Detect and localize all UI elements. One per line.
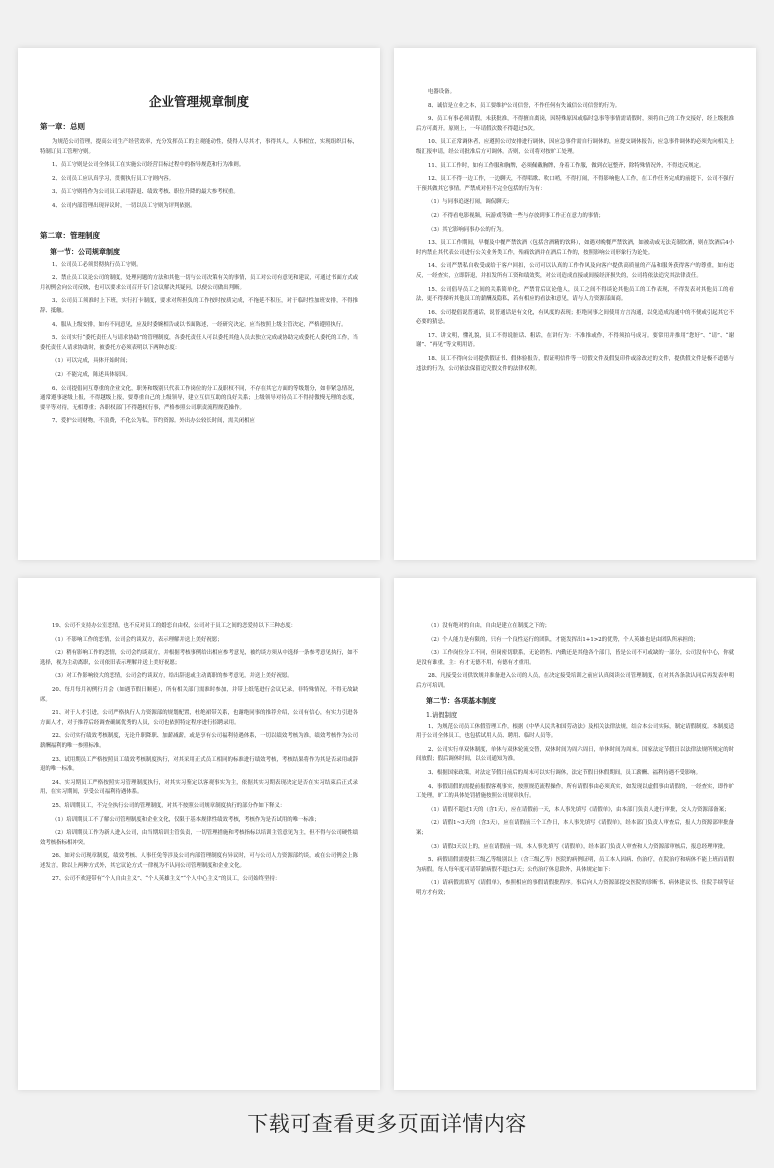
paragraph: 11、员工工作时，如有工作服和胸牌，必须佩戴胸牌，身着工作服，做到衣冠整齐，除特殊情况外，不得违反规定。 [428, 162, 705, 169]
chapter-1-heading: 第一章：总则 [40, 122, 85, 131]
section-1-body [40, 261, 358, 427]
paragraph: （2）个人能力是有限的，只有一个良性运行的团队，才能发挥出1+1>2的优势，个人英雄也是由团队所承担的； [428, 636, 699, 643]
paragraph: 19、公司不支持办公室恋情，也不反对员工的婚恋自由权，公司对于员工之间的恋爱持以下三种态度： [52, 623, 297, 629]
chapter-1-body [40, 138, 358, 212]
chapter-2-heading: 第二章：管理制度 [40, 230, 100, 240]
paragraph: 1、员工守则是公司全体员工在实施公司经营目标过程中的指导规范和行为准则。 [52, 162, 245, 169]
paragraph: 20、每月每月初例行月会（如遇节假日顺延），所有相关部门需准时参加，并带上纸笔进行会议记录，非特殊情况，不得无故缺席。 [40, 686, 358, 703]
paragraph: （2）培训期员工作为新人进入公司，由当期培训主管负责，一切管理措施和考核指标以培训主管意见为主，但不得与公司硬性绩效考核指标相冲突。 [40, 830, 358, 846]
paragraph: 18、员工不得向公司提供假证书、假体验报告，假证明信件等一切假文件及假复印件或涂改过的文件，提供假文件是极不道德与违法的行为，公司依法保留追究假文件的法律权利。 [416, 356, 734, 372]
paragraph: （1）请病假需填写《请假单》，参照相应的事假请假批程序。事后向人力资源部提交医院的诊断书、病休建议书、住院手续等证明方才有效； [416, 880, 734, 896]
paragraph: （1）可以完成，具体开始时间； [52, 358, 131, 365]
paragraph: 2、禁止员工议论公司的制度，处理问题的方法和其他一切与公司决策有关的事情，员工对公司有意见和建议，可通过书面方式或月初例会向公司反映，也可以要求公司召开专门会议解决其疑问，以便公司做出判断。 [40, 275, 358, 291]
paragraph: （1）不影响工作的恋情，公司会约谈双方，表示理解并送上美好祝愿； [52, 636, 223, 643]
paragraph: （2）稍有影响工作的恋情，公司会约谈双方，并根据考核事例给出相应参考意见，被约谈方须从中选择一条参考意见执行，如不选择，视为主动离职，公司依旧表示理解并送上美好祝愿； [40, 650, 358, 666]
paragraph: （2）请假1~3天的（含3天），应在请假前三个工作日，本人事先填写《请假单》，经本部门负责人审查后，报人力资源部审批备案； [416, 820, 734, 836]
paragraph: 电器设备。 [428, 89, 455, 95]
paragraph: 17、讲文明，懂礼貌，员工不得说脏话、粗话，在讲行为：不准推或作，不得须拍马成习。要常用并推用“您好”、“请”、“谢谢”、“再见”等文明用语。 [416, 332, 734, 349]
paragraph: （1）请假不超过1天的（含1天），应在请假前一天，本人事先填写《请假单》，由本部门负责人进行审批，交人力资源部备案； [428, 806, 730, 813]
paragraph: 为规范公司管理，提高公司生产经营效率，充分发挥员工的主观能动性，使得人尽其才，事得其人，人事相宜，实现组织目标，特制订员工管理守则。 [40, 139, 358, 155]
paragraph: 1、公司员工必须贯彻执行员工守则。 [52, 261, 142, 268]
paragraph: 3、公司员工须准时上下班，实行打卡制度，要求对所担负的工作按时按质完成，不拖延不积压，对于临时性加班安排，不得推辞、抵触。 [40, 298, 358, 314]
paragraph: 3、员工守则将作为公司员工录用辞退、绩效考核、职位升降的最大参考权重。 [52, 189, 239, 196]
paragraph: 15、公司倡导员工之间的关系简单化，严禁背后议论他人，员工之间不得谈论其他员工的工作表现，不得发表对其他员工的看法，更不得探听其他员工的薪酬及隐私，若有相应的看法和意见，请与人力资源部面商。 [416, 286, 734, 303]
paragraph: 26、如对公司现章制度，绩效考核、人事任免等涉及公司内部管理制度有异议时，可与公司人力资源部约谈，或在公司例会上陈述发言，除以上两种方式外，其它议论方式一律视为不认同公司管理制度和企业文化。 [40, 853, 358, 869]
paragraph: 24、实习期员工严格按照实习管理制度执行，对其实习鉴定以客观事实为主，依据其实习期表现决定是否在实习结束后正式录用，在实习期间，享受公司福利待遇体系。 [40, 779, 358, 796]
paragraph: 6、公司提倡同互尊重的企业文化，职务和级别只代表工作岗位的分工及职权不同，不存在其它方面的等级划分，如非紧急情况，通常遵事逐级上报，不得越级上报，要尊重自己的上级领导，建立互信互助的良好关系；上级领导对待员工不得持傲慢无理的态度，要平等对待，无相尊重；各职权部门不得越权行事，严格参照公司职责流程规范操作。 [40, 385, 358, 411]
paragraph: 3、根据国家政策，对法定节假日前后的周末可以实行调休，法定节假日休假期间，员工薪酬、福利待遇不受影响。 [428, 769, 701, 776]
paragraph: 27、公司不欢迎带有“个人自由主义”、“个人英雄主义”“个人中心主义”的员工，公司始终坚持： [52, 876, 281, 883]
paragraph: （1）与同事追逐打闹，调侃聊天； [428, 199, 513, 206]
download-more-caption: 下载可查看更多页面详情内容 [247, 1112, 527, 1136]
spacer [40, 216, 358, 230]
paragraph: 22、公司实行绩效考核制度，无论升职降职、加薪减薪，或是享有公司福利待遇体系，一切以绩效考核为准，绩效考核作为公司薪酬福利的唯一参照标准。 [40, 733, 358, 749]
section-2-heading: 第二节：各项基本制度 [426, 695, 496, 705]
paragraph: 14、公司严禁私自收受或给于客户回扣，公司可以认真的工作作风及向客户提供高质量的产品和服务获得客户的尊重，如有违反，一经查实，立即辞退，并扣发所有工资和绩效奖，对公司造成直接或间接经济损失的，公司将依法追究其法律责任。 [416, 263, 734, 279]
paragraph: 1、为规范公司员工休假管理工作，根据《中华人民共和国劳动法》及相关法律法规，结合本公司实际，制定请假制度。本制度适用于公司全体员工，也包括试用人员、聘用、临时人员等。 [416, 723, 734, 740]
paragraph: 25、培训期员工，不完全执行公司的管理制度，对其不按照公司规章制度执行的部分作如下释义： [52, 802, 286, 809]
paragraph: 12、员工不得一边工作，一边聊天，不得唱歌、吹口哨，不得打闹，不得影响他人工作，在工作任务完成的前提下，公司不强行干预其做其它事情。严禁成对但不完全包括的行为有： [416, 176, 734, 192]
paragraph: 4、事假请假的需提前报假客观事实，按照规范流程操作，所有请假事由必须真实，如发现以虚假事由请假的，一经查实，即作旷工处理，旷工的具体处罚措施按照公司规章执行。 [416, 783, 734, 800]
paragraph: 10、员工正常调休者，应遵照公司安排进行调休，因应急事件需自行调休的，应提交调休报告，应急事件调休的必须先向相关上级汇报申请，经公司批准后方可调休。否则，公司将对按旷工处理。 [416, 139, 734, 155]
paragraph: 4、服从上级安排，如有不同意见，应及时委婉相告或以书面陈述，一经研究决定，应当按照上级主管决定，严格遵照执行。 [52, 321, 347, 328]
paragraph: 23、试用期员工严格按照员工绩效考核制度执行，对其采用正式员工相同的标准进行绩效考核，考核结果将作为其是否录用或辞退的唯一标准。 [40, 756, 358, 773]
paragraph: （3）工作岗位分工不同，但岗密切联系，无论销售、内勤还是其他各个部门，皆是公司不可或缺的一部分，公司没有中心，你就是没有谁重，主：有才无德不用，有德有才重用。 [416, 650, 734, 666]
paragraph: （1）培训期员工不了解公司管理制度和企业文化，仅限于基本规律性绩效考核，考核作为是否试用的唯一标准； [52, 816, 320, 823]
paragraph: 8、诚信是立业之本，员工要维护公司信誉，不作任何有失诚信公司信誉的行为。 [428, 102, 621, 109]
document-page-4 [394, 578, 756, 1090]
paragraph: 5、病假请假需提供三级乙等级别以上（含三级乙等）医院的病例证明，员工本人因病、伤治疗，在院治疗和病休不能上班而请假为病假。每人每年度可请带薪病假不超过3天；公伤治疗休息除外，具体规定如下： [416, 857, 734, 873]
paragraph: 28、凡接受公司供饮规并准备进入公司的人员，在决定接受培训之前应认真阅读公司管理制度，在对其各条款认同后再发表申明后方可培训。 [416, 673, 734, 689]
paragraph: 21、对于人才引进，公司严格执行人力资源部的规划配置，杜绝裙带关系，也谢绝同事的推荐介绍，公司有信心，有实力引进各方面人才，对于推荐后经调查确属优秀的人员，公司也依照特定程序进行招聘录用。 [40, 710, 358, 726]
paragraph: 9、员工有事必须请假，未获批准，不得擅自离岗，因特殊原因或临时急事等事情需请假时，须将自己的工作交接好，经上级批准后方可离开。原则上，一年请假次数不得超过5次。 [416, 116, 734, 132]
paragraph: （2）不能完成，陈述具体原因。 [52, 371, 131, 378]
paragraph: （3）请假3天以上的，应在请假前一周，本人事先填写《请假单》，经本部门负责人审查和人力资源部审核后，报总经理审批。 [428, 843, 729, 850]
paragraph: （2）不得看电影视频，玩游戏等做一些与存放到事工作正在意力的事情； [428, 212, 604, 219]
document-page-2 [394, 48, 756, 560]
paragraph: 16、公司提倡说普通话，说普通话是有文化，有风度的表现；拒绝同事之间使用方言沟通，以免造成沟通中的不便或引起其它不必要的猜忌。 [416, 309, 734, 326]
paragraph: 4、公司内部管理出现异议时，一切以员工守则为评判依据。 [52, 202, 196, 209]
document-title: 企业管理规章制度 [148, 94, 249, 109]
paragraph: （3）其它影响同事办公的行为。 [428, 226, 507, 233]
paragraph: （1）没有绝对的自由，自由是建立在制度之下的； [428, 623, 551, 629]
paragraph: 7、爱护公司财物，不浪费，不化公为私，节约资源。外出办公较长时间，需关闭相应 [52, 418, 255, 425]
paragraph: 13、员工工作期间，早餐及中餐严禁饮酒（包括含酒精的饮料），如遇对晚餐严禁饮酒，如被动或无法克制饮酒，则在饮酒后4小时内禁止其代表公司进行公关业务类工作，殆痛饮酒并在酒后工作的，按照影响公司形象行为论处。 [416, 240, 734, 256]
paragraph: 2、公司实行单双休制度，单休与双休轮流交替，双休时间为周六周日，单休时间为周末。国家法定节假日以法律法规所规定的时间放假；假后调休时间，以公司通知为准。 [416, 746, 734, 763]
paragraph: （3）对工作影响较大的恋情，公司会约谈双方，给出辞退或主动离职的参考意见，并送上美好祝愿。 [52, 673, 293, 680]
document-page-1 [18, 48, 380, 560]
paragraph: 5、公司实行“委托责任人与请求协助”的管理制度，各委托责任人可以委托其他人员去独立完成或协助完成委托人委托的工作，当委托责任人请求协助时，被委托方必须表明以下两种态度： [40, 335, 358, 351]
section-1-heading: 第一节：公司规章制度 [50, 246, 120, 256]
subsection-heading: 1.请假制度 [426, 711, 458, 719]
document-page-3 [18, 578, 380, 1090]
paragraph: 2、公司员工应认真学习，贯彻执行员工守则内容。 [52, 175, 175, 182]
